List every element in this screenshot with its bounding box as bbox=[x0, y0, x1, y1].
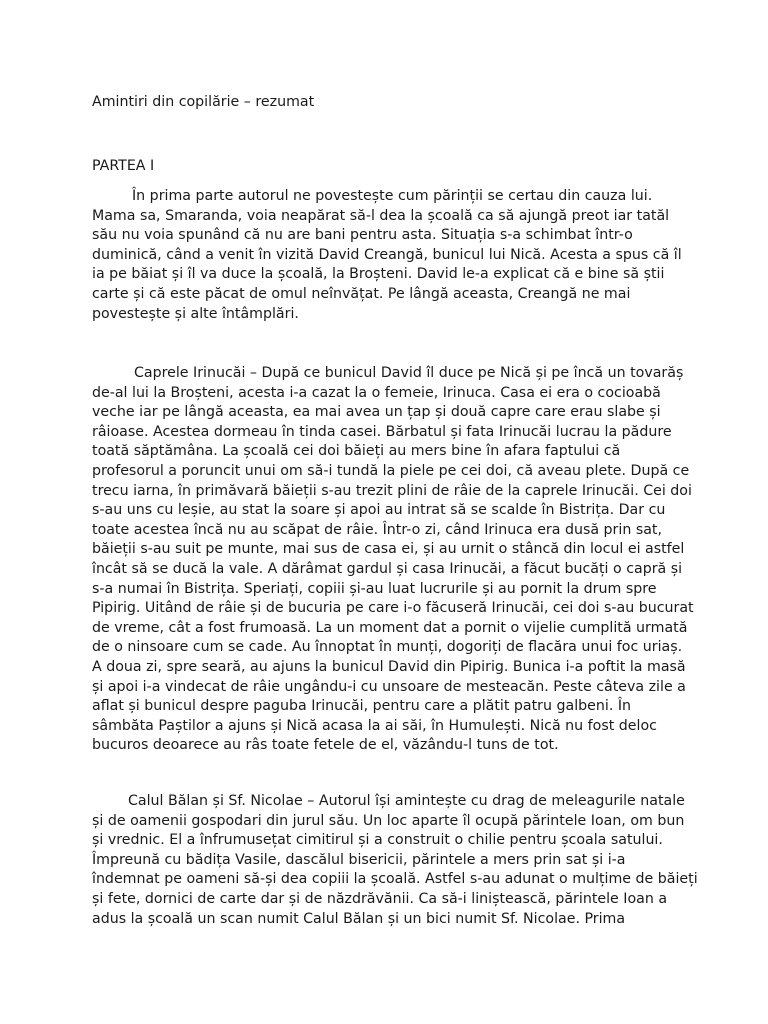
paragraph-intro bbox=[92, 187, 692, 324]
text-line: sâmbăta Paștilor a ajuns și Nică acasa la ai săi, în Humulești. Nică nu fost deloc bbox=[92, 717, 657, 734]
text-line: și de oamenii gospodari din jurul său. Un loc aparte îl ocupă părintele Ioan, om bun bbox=[92, 812, 685, 829]
text-line: Pipirig. Uitând de râie și de bucuria pe care i-o făcuseră Irinucăi, cei doi s-au bucurat bbox=[92, 600, 694, 617]
text-line: încât să se ducă la vale. A dărâmat gardul și casa Irinucăi, a făcut bucăți o capră și bbox=[92, 560, 683, 577]
text-line: povestește și alte întâmplări. bbox=[92, 305, 299, 322]
text-line: profesorul a poruncit unui om să-i tundă la piele pe cei doi, că aveau plete. După ce bbox=[92, 462, 690, 479]
text-line: adus la școală un scan numit Calul Bălan și un bici numit Sf. Nicolae. Prima bbox=[92, 910, 626, 927]
text-line: său nu voia spunând că nu are bani pentru asta. Situația s-a schimbat într-o bbox=[92, 227, 633, 244]
text-line: s-a numai în Bistrița. Speriați, copiii și-au luat lucrurile și au pornit la drum spre bbox=[92, 580, 657, 597]
paragraph-calul-balan bbox=[92, 792, 698, 929]
text-line: bucuros deoarece au râs toate fetele de el, văzându-l tuns de tot. bbox=[92, 737, 559, 754]
text-line: Caprele Irinucăi – După ce bunicul David îl duce pe Nică și pe încă un tovarăș bbox=[134, 365, 684, 381]
text-line: Împreună cu bădița Vasile, dascălul bisericii, părintele a mers prin sat și i-a bbox=[92, 851, 626, 868]
text-line: toată săptămâna. La școală cei doi băieți au mers bine în afara faptului că bbox=[92, 443, 621, 460]
text-line: Mama sa, Smaranda, voia neapărat să-l dea la școală ca să ajungă preot iar tatăl bbox=[92, 207, 670, 224]
text-line: În prima parte autorul ne povestește cum părinții se certau din cauza lui. bbox=[132, 188, 653, 204]
document-title: Amintiri din copilărie – rezumat bbox=[92, 94, 315, 110]
text-line: îndemnat pe oameni să-și dea copiii la școală. Astfel s-au adunat o mulțime de băieți bbox=[92, 871, 698, 888]
text-line: carte și că este păcat de omul neînvățat. Pe lângă aceasta, Creangă ne mai bbox=[92, 285, 631, 302]
text-line: de o ninsoare cum se cade. Au înnoptat în munți, dogoriți de flacăra unui foc uriaș. bbox=[92, 639, 683, 656]
text-line: veche iar pe lângă aceasta, ea mai avea un țap și două capre care erau slabe și bbox=[92, 404, 661, 421]
text-line: aflat și bunicul despre paguba Irinucăi, pentru care a plătit patru galbeni. În bbox=[92, 698, 632, 715]
text-line: duminică, când a venit în vizită David Creangă, bunicul lui Nică. Acesta a spus că îl bbox=[92, 246, 682, 263]
text-line: toate acestea încă nu au scăpat de râie. Într-o zi, când Irinuca era dusă prin sat, bbox=[92, 521, 662, 538]
text-line: trecu iarna, în primăvară băieții s-au trezit plini de râie de la caprele Irinucăi. Cei doi bbox=[92, 482, 692, 499]
text-line: de-al lui la Broșteni, acesta i-a cazat la o femeie, Irinuca. Casa ei era o cocioabă bbox=[92, 384, 661, 401]
text-line: A doua zi, spre seară, au ajuns la bunicul David din Pipirig. Bunica i-a poftit la masă bbox=[92, 658, 686, 675]
text-line: Calul Bălan și Sf. Nicolae – Autorul își amintește cu drag de meleagurile natale bbox=[128, 793, 685, 809]
text-line: ia pe băiat și îl va duce la școală, la Broșteni. David le-a explicat că e bine să știi bbox=[92, 266, 665, 283]
text-line: și apoi i-a vindecat de râie ungându-i cu unsoare de mesteacăn. Peste câteva zile a bbox=[92, 678, 686, 695]
text-line: s-au uns cu leșie, au stat la soare și apoi au intrat să se scalde în Bistrița. Dar cu bbox=[92, 502, 666, 519]
section-heading: PARTEA I bbox=[92, 158, 155, 174]
text-line: băieții s-au suit pe munte, mai sus de casa ei, și au urnit o stâncă din locul ei astfel bbox=[92, 541, 685, 558]
text-line: râioase. Acestea dormeau în tinda casei. Bărbatul și fata Irinucăi lucrau la pădure bbox=[92, 423, 672, 440]
paragraph-caprele-irinucai bbox=[92, 364, 692, 756]
text-line: de vreme, cât a fost frumoasă. La un moment dat a pornit o vijelie cumplită urmată bbox=[92, 619, 688, 636]
text-line: și vrednic. El a înfrumusețat cimitirul și a construit o chilie pentru școala satului. bbox=[92, 832, 663, 849]
text-line: și fete, dornici de carte dar și de năzdrăvănii. Ca să-i liniștească, părintele Ioan a bbox=[92, 890, 668, 907]
